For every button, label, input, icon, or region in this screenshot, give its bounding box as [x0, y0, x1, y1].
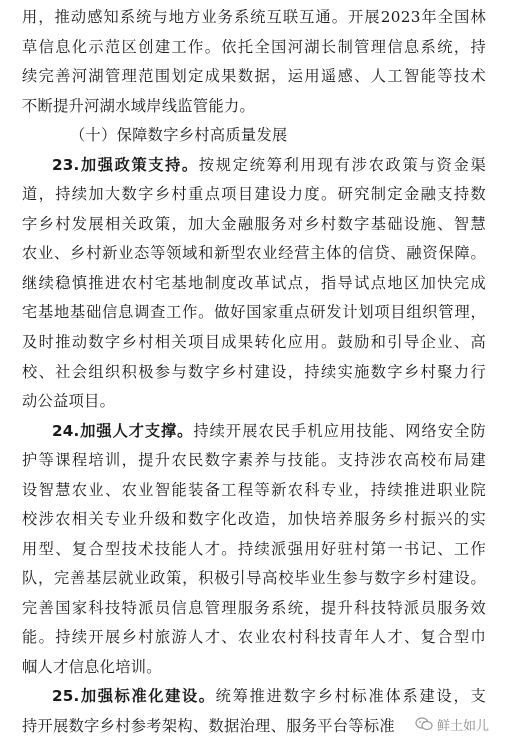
text-line — [22, 386, 486, 416]
paragraph-23-first-line — [52, 150, 486, 180]
text-line — [22, 622, 486, 652]
text-span: 校涉农相关专业升级和数字化改造，加快培养服务乡村振兴的实 — [22, 510, 486, 528]
section-heading — [70, 120, 370, 150]
text-line — [22, 268, 486, 298]
paragraph-25-heading: 25.加强标准化建设。 — [52, 687, 216, 705]
text-span: 道，持续加大数字乡村重点项目建设力度。研究制定金融支持数 — [22, 185, 486, 203]
text-line — [22, 475, 486, 505]
heading-text: （十）保障数字乡村高质量发展 — [70, 126, 288, 144]
text-line — [22, 209, 486, 239]
text-line — [22, 179, 486, 209]
paragraph-25-first-line — [52, 681, 486, 711]
text-span: 用，推动感知系统与地方业务系统互联互通。开展2023年全国林 — [22, 8, 486, 26]
text-line — [22, 238, 486, 268]
text-span: 护等课程培训，提升农民数字素养与技能。支持涉农高校布局建 — [22, 451, 486, 469]
text-span: 统筹推进数字乡村标准体系建设，支 — [215, 687, 486, 705]
text-line — [22, 327, 486, 357]
text-line — [22, 2, 486, 32]
text-span: 完善国家科技特派员信息管理服务系统，提升科技特派员服务效 — [22, 599, 486, 617]
text-line — [22, 32, 486, 62]
text-span: 农业、乡村新业态等领域和新型农业经营主体的信贷、融资保障。 — [22, 244, 486, 262]
text-span: 字乡村发展相关政策，加大金融服务对乡村数字基础设施、智慧 — [22, 215, 486, 233]
paragraph-23-heading: 23.加强政策支持。 — [52, 156, 199, 174]
text-line — [22, 534, 486, 564]
text-span: 宅基地基础信息调查工作。做好国家重点研发计划项目组织管理， — [22, 303, 486, 321]
text-span: 动公益项目。 — [22, 392, 116, 410]
text-span: 队，完善基层就业政策，积极引导高校毕业生参与数字乡村建设。 — [22, 569, 486, 587]
text-span: 按规定统筹利用现有涉农政策与资金渠 — [198, 156, 486, 174]
text-span: 能。持续开展乡村旅游人才、农业农村科技青年人才、复合型巾 — [22, 628, 486, 646]
text-line — [22, 91, 486, 121]
text-span: 帼人才信息化培训。 — [22, 658, 162, 676]
text-span: 用型、复合型技术技能人才。持续派强用好驻村第一书记、工作 — [22, 540, 486, 558]
text-line — [22, 297, 486, 327]
text-span: 及时推动数字乡村相关项目成果转化应用。鼓励和引导企业、高 — [22, 333, 486, 351]
wechat-icon — [415, 717, 433, 731]
text-span: 持续开展农民手机应用技能、网络安全防 — [193, 422, 486, 440]
text-span: 不断提升河湖水域岸线监管能力。 — [22, 97, 256, 115]
text-line — [22, 445, 486, 475]
text-line — [22, 357, 486, 387]
text-span: 草信息化示范区创建工作。依托全国河湖长制管理信息系统，持 — [22, 38, 486, 56]
paragraph-24-heading: 24.加强人才支撑。 — [52, 422, 194, 440]
paragraph-24-first-line — [52, 416, 486, 446]
text-line — [22, 593, 486, 623]
watermark — [412, 713, 492, 735]
text-span: 持开展数字乡村参考架构、数据治理、服务平台等标准 — [22, 717, 395, 735]
text-line — [22, 652, 486, 682]
text-span: 校、社会组织积极参与数字乡村建设，持续实施数字乡村聚力行 — [22, 363, 486, 381]
watermark-text: 鲜土如儿 — [436, 717, 489, 733]
text-line — [22, 61, 486, 91]
text-span: 继续稳慎推进农村宅基地制度改革试点，指导试点地区加快完成 — [22, 274, 486, 292]
text-line — [22, 563, 486, 593]
text-span: 设智慧农业、农业智能装备工程等新农科专业，持续推进职业院 — [22, 481, 486, 499]
text-line — [22, 504, 486, 534]
text-span: 续完善河湖管理范围划定成果数据，运用遥感、人工智能等技术 — [22, 67, 486, 85]
